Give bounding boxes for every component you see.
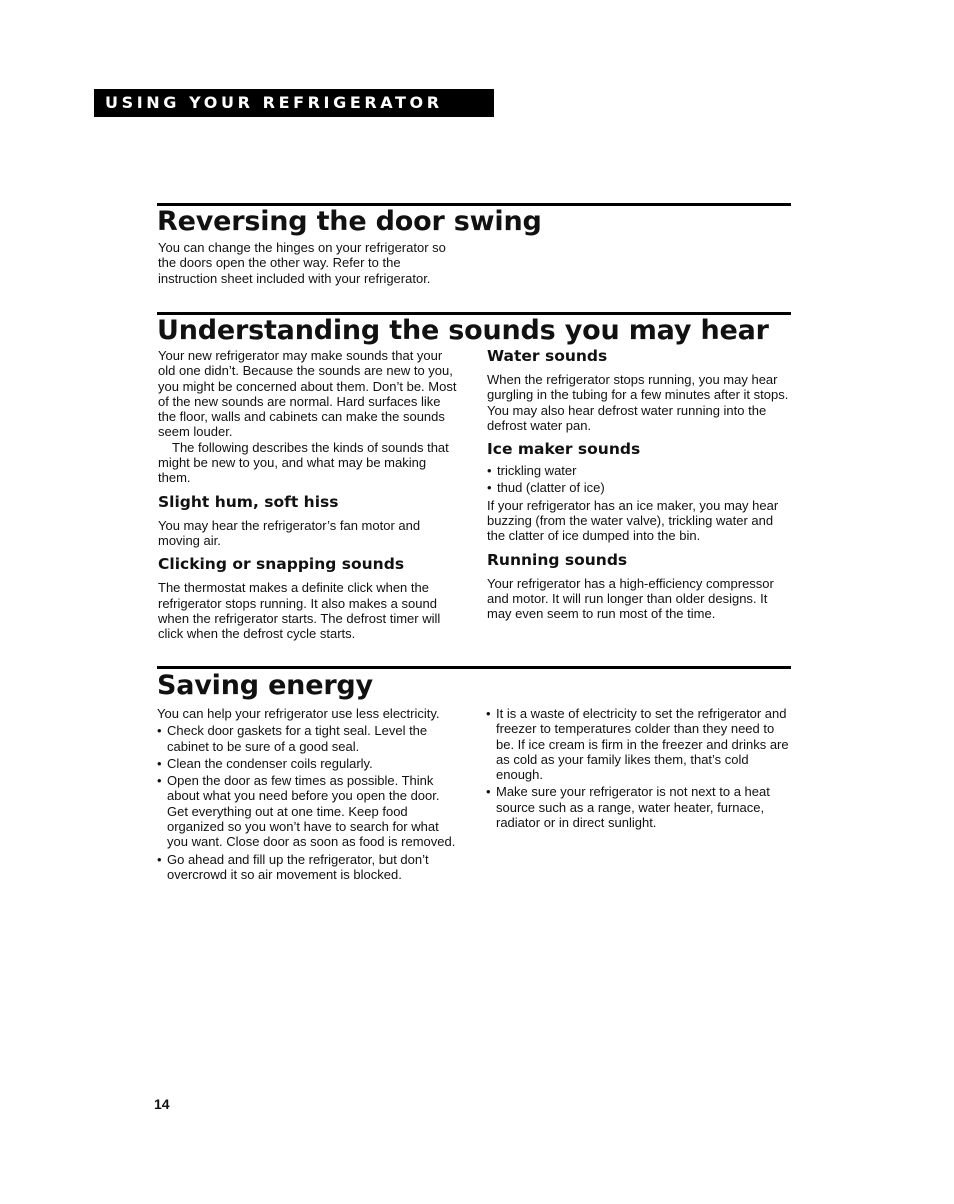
sounds-intro-1: Your new refrigerator may make sounds that your old one didn’t. Because the sounds are new to you, you might be concerned about them. Don’t be. Most of the new sounds are normal. Hard surfaces like the floor, walls and cabinets can make the sounds seem louder.: [158, 348, 457, 440]
sounds-title: Understanding the sounds you may hear: [157, 315, 769, 346]
section-divider: [157, 666, 791, 669]
running-body: Your refrigerator has a high-efficiency compressor and motor. It will run longer than older designs. It may even seem to run most of the time.: [487, 575, 774, 622]
sounds-intro-2: The following describes the kinds of sounds that might be new to you, and what may be making them.: [158, 439, 449, 486]
water-body: When the refrigerator stops running, you may hear gurgling in the tubing for a few minutes after it stops. You may also hear defrost water running into the defrost water pan.: [487, 372, 789, 433]
list-item: • trickling water: [487, 463, 577, 479]
water-heading: Water sounds: [487, 347, 608, 365]
click-body: The thermostat makes a definite click when the refrigerator stops running. It also makes a sound when the refrigerator starts. The defrost timer will click when the defrost cycle starts.: [158, 580, 441, 642]
energy-bullet-list-right: [486, 706, 791, 830]
energy-bullet-list-left: [157, 723, 462, 882]
list-item: • Open the door as few times as possible. Think about what you need before you open the door. Get everything out at one time. Keep food organized so you won’t have to search for what you want. Close door as soon as food is removed.: [157, 773, 456, 850]
energy-title: Saving energy: [157, 670, 373, 701]
section-banner: USING YOUR REFRIGERATOR: [94, 89, 494, 117]
click-heading: Clicking or snapping sounds: [158, 555, 405, 574]
list-item: • It is a waste of electricity to set the refrigerator and freezer to temperatures colder than they need to be. If ice cream is firm in the freezer and drinks are as cold as your family likes them, that’s cold enough.: [486, 706, 789, 783]
page-number: 14: [154, 1096, 170, 1112]
ice-heading: Ice maker sounds: [487, 440, 641, 459]
hum-heading: Slight hum, soft hiss: [158, 492, 339, 511]
list-item: • thud (clatter of ice): [487, 480, 605, 496]
hum-body: You may hear the refrigerator’s fan motor and moving air.: [158, 517, 421, 548]
list-item: • Go ahead and fill up the refrigerator, but don’t overcrowd it so air movement is blocked.: [157, 851, 429, 882]
ice-bullet-list: [487, 463, 791, 496]
sounds-left-column: [158, 348, 462, 641]
energy-intro: You can help your refrigerator use less electricity.: [157, 706, 440, 721]
door-swing-body: You can change the hinges on your refrigerator so the doors open the other way. Refer to the instruction sheet included with your refrigerator.: [158, 240, 446, 286]
sounds-right-column: [487, 346, 791, 622]
door-swing-title: Reversing the door swing: [157, 206, 542, 237]
list-item: • Make sure your refrigerator is not next to a heat source such as a range, water heater, furnace, radiator or in direct sunlight.: [486, 784, 770, 831]
list-item: • Clean the condenser coils regularly.: [157, 755, 373, 771]
ice-body: If your refrigerator has an ice maker, you may hear buzzing (from the water valve), trickling water and the clatter of ice dumped into the bin.: [487, 497, 779, 544]
list-item: • Check door gaskets for a tight seal. Level the cabinet to be sure of a good seal.: [157, 723, 428, 754]
energy-right-column: [486, 706, 791, 832]
energy-left-column: [157, 706, 462, 884]
running-heading: Running sounds: [487, 550, 628, 569]
